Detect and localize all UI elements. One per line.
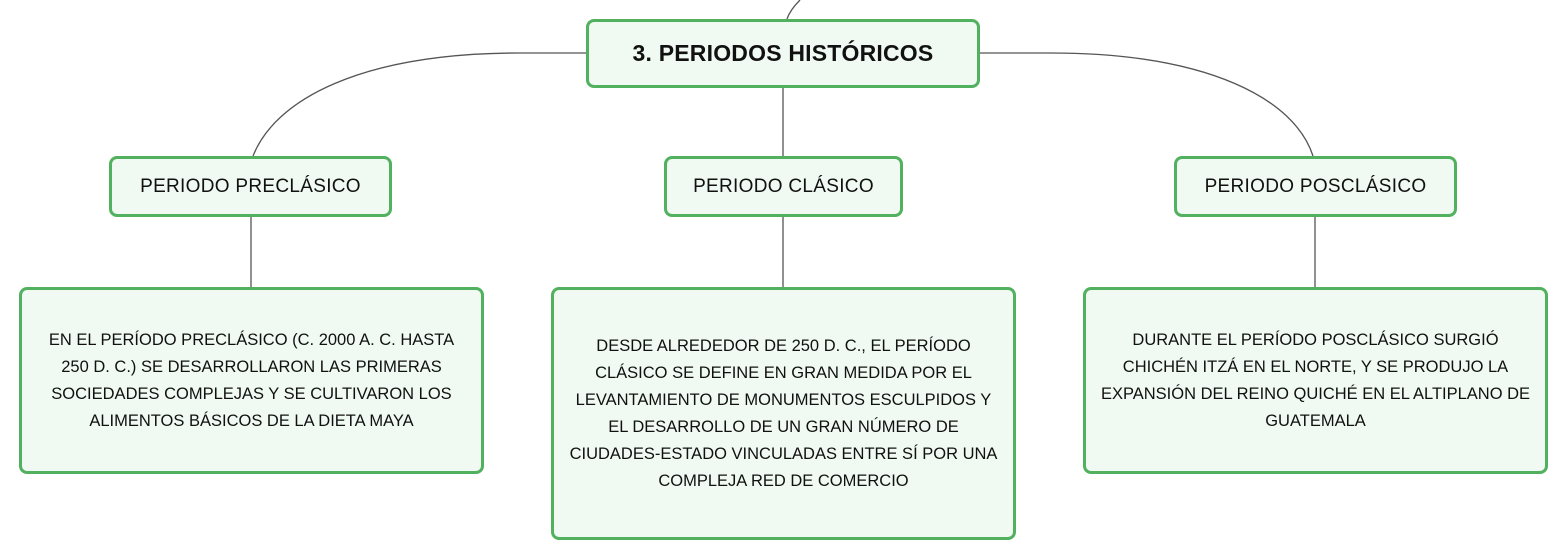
connector-root-to-posclasico xyxy=(980,53,1313,156)
connector-root-to-preclasico xyxy=(253,53,586,156)
description-node-preclasico[interactable] xyxy=(19,287,484,474)
period-node-preclasico[interactable] xyxy=(109,156,392,217)
period-label: PERIODO CLÁSICO xyxy=(693,175,874,197)
description-text: EN EL PERÍODO PRECLÁSICO (C. 2000 A. C. HASTA 250 D. C.) SE DESARROLLARON LAS PRIMERAS SOCIEDADES COMPLEJAS Y SE CULTIVARON LOS ALIMENTOS BÁSICOS DE LA DIETA MAYA xyxy=(48,330,455,430)
description-text: DURANTE EL PERÍODO POSCLÁSICO SURGIÓ CHICHÉN ITZÁ EN EL NORTE, Y SE PRODUJO LA EXPANSIÓN DEL REINO QUICHÉ EN EL ALTIPLANO DE GUATEMALA xyxy=(1100,330,1531,430)
root-node[interactable] xyxy=(586,19,980,88)
period-node-clasico[interactable] xyxy=(664,156,903,217)
description-node-clasico[interactable] xyxy=(551,287,1016,540)
description-text: DESDE ALREDEDOR DE 250 D. C., EL PERÍODO CLÁSICO SE DEFINE EN GRAN MEDIDA POR EL LEVANTAMIENTO DE MONUMENTOS ESCULPIDOS Y EL DESARROLLO DE UN GRAN NÚMERO DE CIUDADES-ESTADO VINCULADAS ENTRE SÍ POR UNA COMPLEJA RED DE COMERCIO xyxy=(569,336,998,490)
description-node-posclasico[interactable] xyxy=(1083,287,1548,474)
root-title: 3. PERIODOS HISTÓRICOS xyxy=(632,40,934,66)
connector-parent-to-root xyxy=(787,0,800,19)
period-label: PERIODO POSCLÁSICO xyxy=(1204,175,1427,197)
period-node-posclasico[interactable] xyxy=(1174,156,1457,217)
period-label: PERIODO PRECLÁSICO xyxy=(140,175,361,197)
